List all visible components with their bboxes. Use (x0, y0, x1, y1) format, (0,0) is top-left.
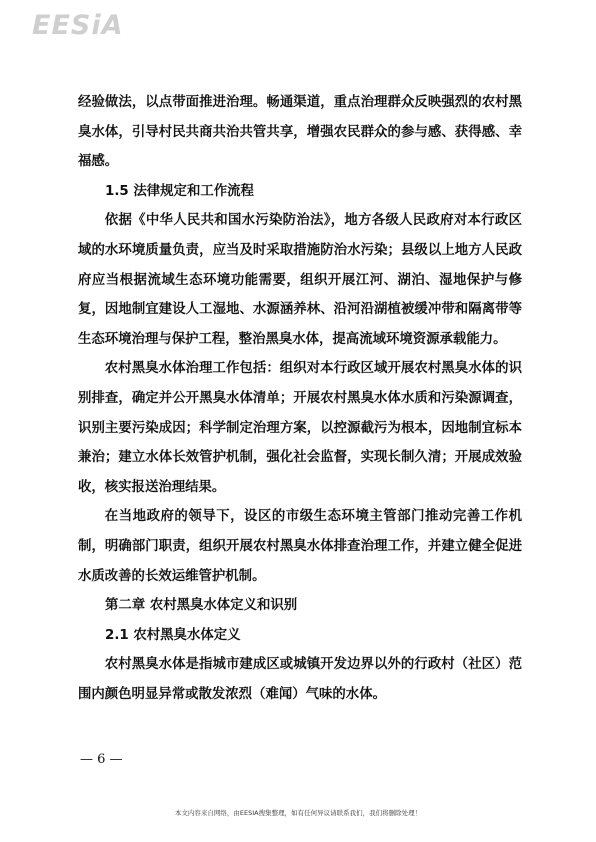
paragraph-law: 依据《中华人民共和国水污染防治法》，地方各级人民政府对本行政区域的水环境质量负责，应当及时采取措施防治水污染；县级以上地方人民政府应当根据流域生态环境功能需要，组织开展江河、湖泊、湿地保护与修复，因地制宜建设人工湿地、水源涵养林、沿河沿湖植被缓冲带和隔离带等生态环境治理与保护工程，整治黑臭水体，提高流域环境资源承载能力。 (78, 212, 522, 347)
section-heading-2-1: 2.1 农村黑臭水体定义 (105, 627, 241, 643)
paragraph-intro: 经验做法，以点带面推进治理。畅通渠道，重点治理群众反映强烈的农村黑臭水体，引导村民共商共治共管共享，增强农民群众的参与感、获得感、幸福感。 (78, 94, 522, 170)
paragraph-work: 农村黑臭水体治理工作包括：组织对本行政区域开展农村黑臭水体的识别排查，确定并公开黑臭水体清单；开展农村黑臭水体水质和污染源调查，识别主要污染成因；科学制定治理方案，以控源截污为根本，因地制宜标本兼治；建立水体长效管护机制，强化社会监督，实现长制久清；开展成效验收，核实报送治理结果。 (78, 360, 522, 495)
paragraph-govt: 在当地政府的领导下，设区的市级生态环境主管部门推动完善工作机制，明确部门职责，组织开展农村黑臭水体排查治理工作，并建立健全促进水质改善的长效运维管护机制。 (78, 508, 522, 584)
page-number: — 6 — (80, 752, 123, 767)
footer-note: 本文内容来自网络，由EESIA搜集整理，如有任何异议请联系我们，我们将删除处理！ (174, 809, 422, 817)
section-heading-1-5: 1.5 法律规定和工作流程 (105, 183, 254, 199)
paragraph-definition: 农村黑臭水体是指城市建成区或城镇开发边界以外的行政村（社区）范围内颜色明显异常或散发浓烈（难闻）气味的水体。 (78, 656, 522, 702)
chapter-heading-2: 第二章 农村黑臭水体定义和识别 (105, 598, 298, 614)
document-body (78, 88, 522, 709)
eesia-logo: EESiA (32, 10, 124, 41)
